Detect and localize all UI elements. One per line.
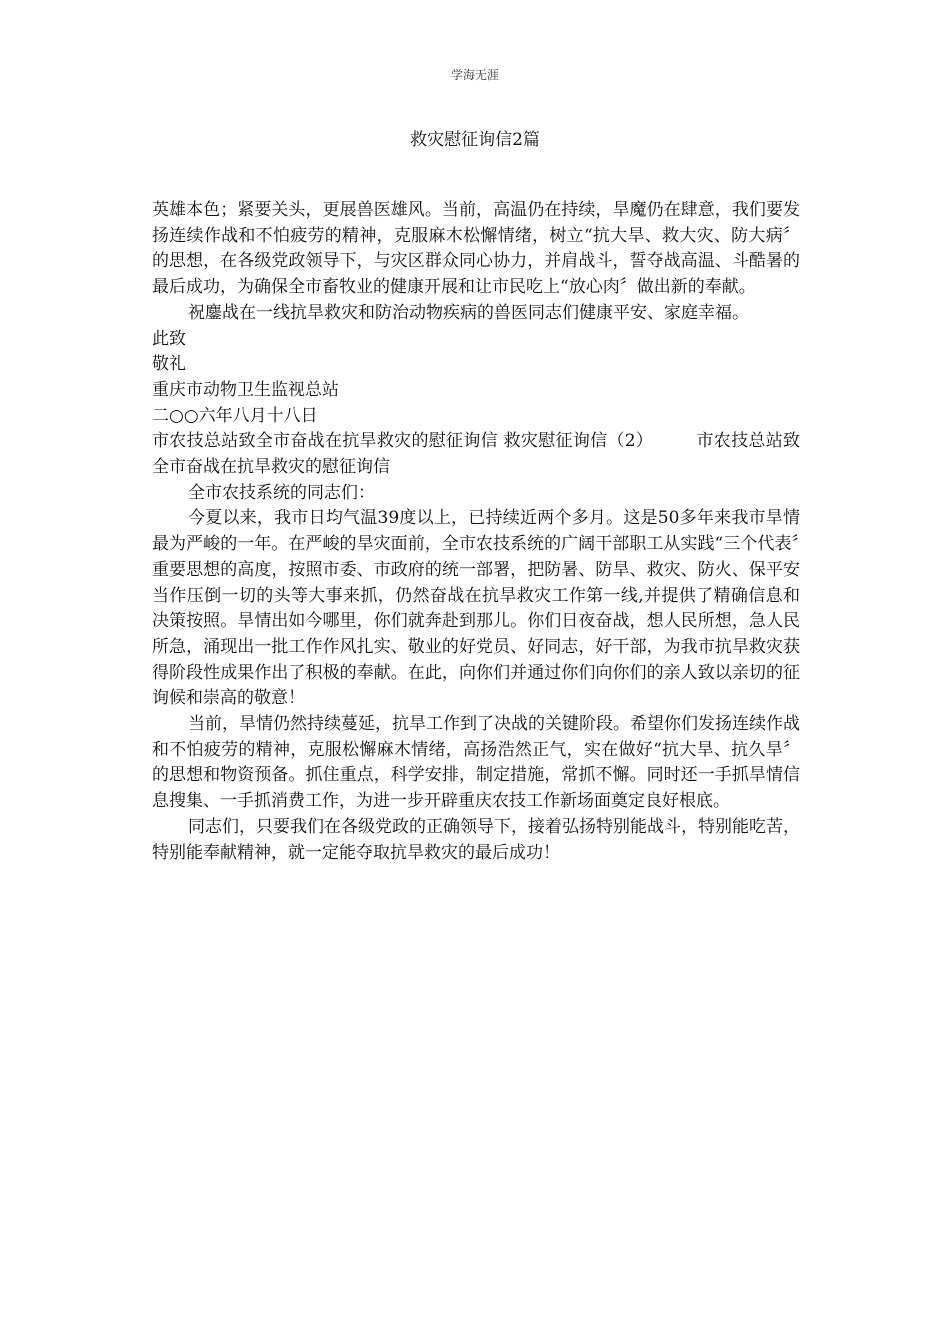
page-header: 学海无涯 [450, 68, 499, 82]
document-body [152, 198, 800, 866]
letter2-paragraph-3: 同志们，只要我们在各级党政的正确领导下，接着弘扬特别能战斗，特别能吃苦，特别能奉献精神，就一定能夺取抗旱救灾的最后成功！ [152, 816, 800, 863]
closing-cizhi: 此致 [152, 328, 186, 349]
document-title: 救灾慰征询信2篇 [410, 130, 540, 150]
signature-date: 二○○六年八月十八日 [152, 405, 318, 426]
closing-jingli: 敬礼 [152, 354, 186, 375]
letter2-paragraph-2: 当前，旱情仍然持续蔓延，抗旱工作到了决战的关键阶段。希望你们发扬连续作战和不怕疲劳的精神，克服松懈麻木情绪，高扬浩然正气，实在做好“抗大旱、抗久旱〞的思想和物资预备。抓住重点，科学安排，制定措施，常抓不懈。同时还一手抓旱情信息搜集、一手抓消费工作，为进一步开辟重庆农技工作新场面奠定良好根底。 [152, 714, 800, 812]
letter2-heading: 市农技总站致全市奋战在抗旱救灾的慰征询信 救灾慰征询信（2） 市农技总站致全市奋战在抗旱救灾的慰征询信 [152, 431, 800, 478]
paragraph-letter1-body-end: 英雄本色；紧要关头，更展兽医雄风。当前，高温仍在持续，旱魔仍在肆意，我们要发扬连续作战和不怕疲劳的精神，克服麻木松懈情绪，树立“抗大旱、救大灾、防大病〞的思想，在各级党政领导下，与灾区群众同心协力，并肩战斗，誓夺战高温、斗酷暑的最后成功，为确保全市畜牧业的健康开展和让市民吃上“放心肉〞做出新的奉献。 [152, 200, 800, 298]
signature-organization: 重庆市动物卫生监视总站 [152, 379, 339, 400]
letter2-salutation: 全市农技系统的同志们： [188, 482, 375, 503]
letter2-paragraph-1: 今夏以来，我市日均气温39度以上，已持续近两个多月。这是50多年来我市旱情最为严峻的一年。在严峻的旱灾面前，全市农技系统的广阔干部职工从实践“三个代表〞重要思想的高度，按照市委、市政府的统一部署，把防暑、防旱、救灾、防火、保平安当作压倒一切的头等大事来抓，仍然奋战在抗旱救灾工作第一线,并提供了精确信息和决策按照。旱情出如今哪里，你们就奔赴到那儿。你们日夜奋战，想人民所想，急人民所急，涌现出一批工作作风扎实、敬业的好党员、好同志，好干部，为我市抗旱救灾获得阶段性成果作出了积极的奉献。在此，向你们并通过你们向你们的亲人致以亲切的征询候和崇高的敬意！ [152, 508, 800, 709]
paragraph-blessing: 祝鏖战在一线抗旱救灾和防治动物疾病的兽医同志们健康平安、家庭幸福。 [188, 302, 749, 323]
